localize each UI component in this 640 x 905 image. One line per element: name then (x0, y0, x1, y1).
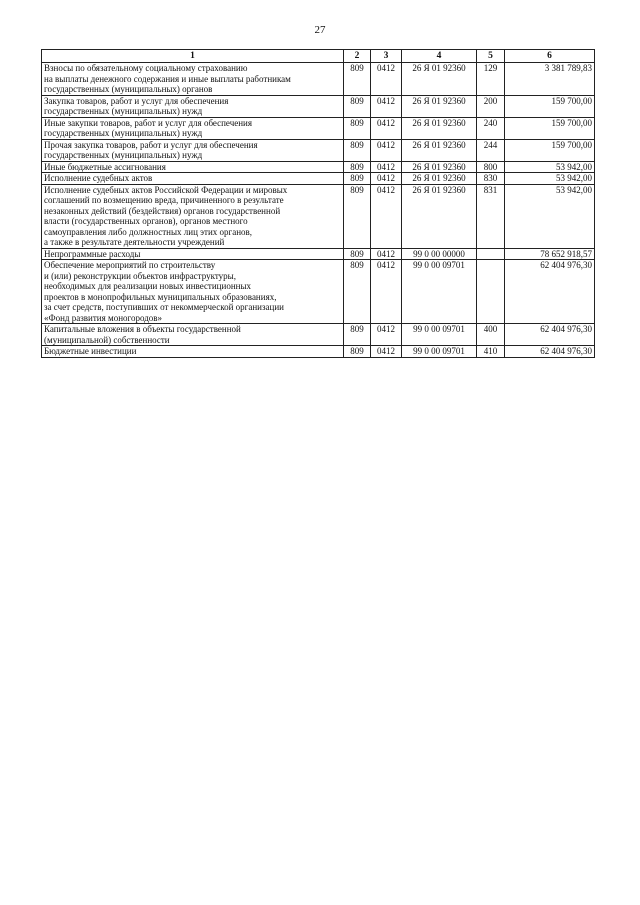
row-name-line: соглашений по возмещению вреда, причиненного в результате (44, 195, 284, 205)
table-row (42, 117, 595, 139)
expense-type-cell: 244 (477, 139, 505, 161)
row-name-line: а также в результате деятельности учреждений (44, 237, 225, 247)
expense-type-cell: 830 (477, 173, 505, 185)
table-row (42, 324, 595, 346)
table-row (42, 63, 595, 96)
table-row (42, 184, 595, 248)
header-cell-4: 4 (402, 50, 477, 63)
grbs-code-cell: 809 (344, 184, 371, 248)
row-name-line: государственных (муниципальных) нужд (44, 106, 203, 116)
expense-type-cell: 200 (477, 95, 505, 117)
section-code-cell: 0412 (371, 95, 402, 117)
row-name-line: самоуправления либо должностных лиц этих органов, (44, 226, 253, 237)
grbs-code-cell: 809 (344, 324, 371, 346)
header-cell-2: 2 (344, 50, 371, 63)
grbs-code-cell: 809 (344, 95, 371, 117)
target-article-cell: 26 Я 01 92360 (402, 161, 477, 173)
grbs-code-cell: 809 (344, 139, 371, 161)
amount-cell: 159 700,00 (505, 95, 595, 117)
row-name-line: Непрограммные расходы (44, 248, 141, 259)
target-article-cell: 99 0 00 00000 (402, 248, 477, 260)
row-name-line: Исполнение судебных актов Российской Федерации и мировых (44, 184, 288, 195)
header-cell-3: 3 (371, 50, 402, 63)
row-name-cell (42, 139, 344, 161)
grbs-code-cell: 809 (344, 248, 371, 260)
target-article-cell: 26 Я 01 92360 (402, 184, 477, 248)
header-cell-5: 5 (477, 50, 505, 63)
section-code-cell: 0412 (371, 161, 402, 173)
target-article-cell: 99 0 00 09701 (402, 324, 477, 346)
expense-type-cell: 240 (477, 117, 505, 139)
section-code-cell: 0412 (371, 117, 402, 139)
grbs-code-cell: 809 (344, 260, 371, 324)
section-code-cell: 0412 (371, 260, 402, 324)
amount-cell: 62 404 976,30 (505, 260, 595, 324)
table-row (42, 173, 595, 185)
section-code-cell: 0412 (371, 184, 402, 248)
row-name-line: Взносы по обязательному социальному страхованию (44, 63, 248, 73)
row-name-cell (42, 324, 344, 346)
expense-type-cell: 831 (477, 184, 505, 248)
page-number: 27 (314, 24, 326, 36)
amount-cell: 53 942,00 (505, 161, 595, 173)
expense-type-cell (477, 260, 505, 324)
row-name-line: государственных (муниципальных) нужд (44, 150, 203, 160)
row-name-cell (42, 173, 344, 185)
header-row (42, 50, 595, 63)
expense-type-cell (477, 248, 505, 260)
target-article-cell: 99 0 00 09701 (402, 260, 477, 324)
grbs-code-cell: 809 (344, 161, 371, 173)
row-name-line: и (или) реконструкции объектов инфраструктуры, (44, 270, 236, 281)
table-row (42, 139, 595, 161)
row-name-line: Иные закупки товаров, работ и услуг для обеспечения (44, 117, 252, 128)
row-name-cell (42, 95, 344, 117)
table-row (42, 161, 595, 173)
section-code-cell: 0412 (371, 173, 402, 185)
amount-cell: 159 700,00 (505, 139, 595, 161)
expense-type-cell: 400 (477, 324, 505, 346)
row-name-cell (42, 63, 344, 96)
table-row (42, 260, 595, 324)
table-row (42, 248, 595, 260)
row-name-cell (42, 117, 344, 139)
grbs-code-cell: 809 (344, 63, 371, 96)
amount-cell: 78 652 918,57 (505, 248, 595, 260)
section-code-cell: 0412 (371, 346, 402, 358)
target-article-cell: 26 Я 01 92360 (402, 95, 477, 117)
row-name-line: Обеспечение мероприятий по строительству (44, 260, 216, 270)
amount-cell: 62 404 976,30 (505, 324, 595, 346)
table-row (42, 346, 595, 358)
row-name-line: государственных (муниципальных) органов (44, 84, 213, 94)
target-article-cell: 26 Я 01 92360 (402, 173, 477, 185)
expense-type-cell: 410 (477, 346, 505, 358)
row-name-line: «Фонд развития моногородов» (44, 312, 163, 323)
target-article-cell: 99 0 00 09701 (402, 346, 477, 358)
row-name-line: Исполнение судебных актов (44, 173, 153, 183)
table-header (42, 50, 595, 63)
row-name-cell (42, 260, 344, 324)
section-code-cell: 0412 (371, 139, 402, 161)
header-cell-6: 6 (505, 50, 595, 63)
target-article-cell: 26 Я 01 92360 (402, 117, 477, 139)
section-code-cell: 0412 (371, 63, 402, 96)
row-name-cell (42, 184, 344, 248)
row-name-line: Закупка товаров, работ и услуг для обеспечения (44, 95, 229, 106)
row-name-line: Капитальные вложения в объекты государственной (44, 324, 241, 334)
row-name-cell (42, 346, 344, 358)
section-code-cell: 0412 (371, 324, 402, 346)
amount-cell: 53 942,00 (505, 173, 595, 185)
row-name-line: на выплаты денежного содержания и иные выплаты работникам (44, 73, 291, 84)
target-article-cell: 26 Я 01 92360 (402, 139, 477, 161)
section-code-cell: 0412 (371, 248, 402, 260)
row-name-line: необходимых для реализации новых инвестиционных (44, 281, 251, 291)
grbs-code-cell: 809 (344, 117, 371, 139)
row-name-line: Иные бюджетные ассигнования (44, 161, 166, 172)
grbs-code-cell: 809 (344, 173, 371, 185)
target-article-cell: 26 Я 01 92360 (402, 63, 477, 96)
table-row (42, 95, 595, 117)
expense-type-cell: 129 (477, 63, 505, 96)
header-cell-1: 1 (42, 50, 344, 63)
table-body (42, 63, 595, 358)
amount-cell: 3 381 789,83 (505, 63, 595, 96)
row-name-line: незаконных действий (бездействия) органов государственной (44, 205, 281, 216)
row-name-line: проектов в монопрофильных муниципальных образованиях, (44, 291, 277, 302)
amount-cell: 159 700,00 (505, 117, 595, 139)
expense-type-cell: 800 (477, 161, 505, 173)
row-name-cell (42, 161, 344, 173)
row-name-line: власти (государственных органов), органов местного (44, 216, 248, 226)
amount-cell: 62 404 976,30 (505, 346, 595, 358)
amount-cell: 53 942,00 (505, 184, 595, 248)
row-name-line: за счет средств, поступивших от некоммерческой организации (44, 302, 284, 312)
row-name-line: государственных (муниципальных) нужд (44, 128, 203, 138)
row-name-cell (42, 248, 344, 260)
row-name-line: Бюджетные инвестиции (44, 346, 137, 356)
budget-table (41, 49, 595, 358)
row-name-line: Прочая закупка товаров, работ и услуг для обеспечения (44, 139, 258, 150)
row-name-line: (муниципальной) собственности (44, 334, 170, 345)
grbs-code-cell: 809 (344, 346, 371, 358)
